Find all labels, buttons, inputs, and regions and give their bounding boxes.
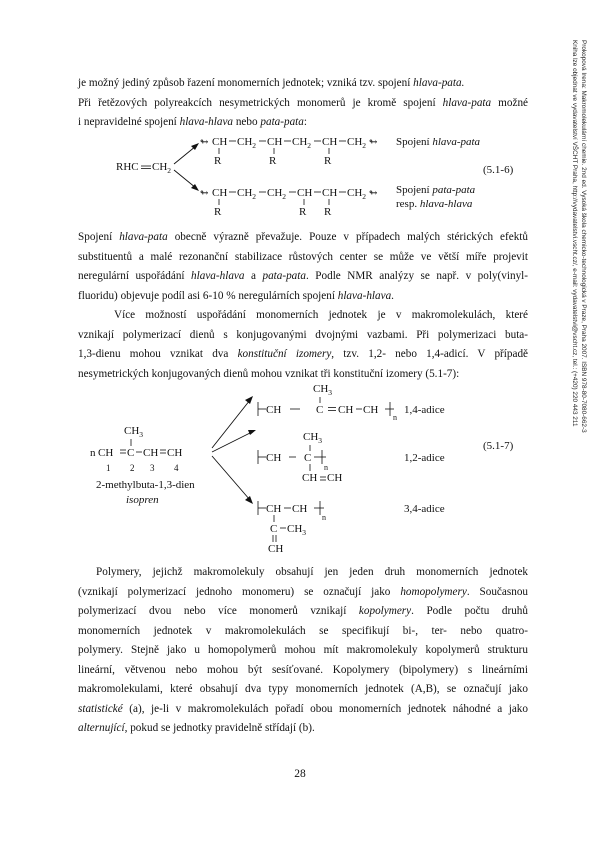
svg-text:CH: CH — [302, 472, 318, 484]
svg-text:C: C — [270, 523, 278, 535]
intro-term: hlava-pata. — [413, 77, 465, 89]
text: obecně výrazně převažuje. Pouze v případech malých stérických efektů — [167, 231, 529, 243]
intro-text: je možný jediný způsob řazení monomerních jednotek; vzniká tzv. spojení — [78, 77, 414, 89]
intro-term: hlava-hlava — [179, 116, 234, 128]
term: statistické — [78, 702, 123, 715]
paragraph-head-tail — [78, 228, 528, 306]
svg-text:isopren: isopren — [126, 494, 159, 506]
svg-text:Spojení pata-pata: Spojení pata-pata — [396, 184, 476, 196]
text: nesymetrických konjugovaných dienů mohou vznikat tři konstituční izomery (5.1-7): — [78, 367, 460, 380]
svg-text:1,2-adice: 1,2-adice — [404, 452, 445, 464]
svg-text:CH2: $CH_2$ — [237, 187, 257, 201]
svg-text:↬: ↬ — [369, 188, 378, 199]
svg-text:CH: CH — [266, 404, 282, 416]
svg-text:CH: CH — [212, 136, 228, 148]
svg-text:(5.1-7): (5.1-7) — [483, 440, 514, 452]
intro-paragraph — [78, 74, 528, 133]
text: vznikají polymerizací dienů s konjugovanými dvojnými vazbami. Při polymerizaci buta- — [78, 328, 528, 341]
svg-text:C: C — [127, 447, 135, 459]
svg-text:2-methylbuta-1,3-dien: 2-methylbuta-1,3-dien — [96, 479, 195, 491]
svg-text:1,4-adice: 1,4-adice — [404, 404, 445, 416]
svg-text:R: R — [324, 155, 332, 167]
svg-text:n: n — [90, 447, 96, 459]
svg-text:R: R — [214, 155, 222, 167]
text: a — [244, 270, 263, 282]
text: substituentů a malé rezonanční stabilizace růstových center se může ve větší míře projevit — [78, 250, 528, 263]
svg-text:CH: CH — [363, 404, 379, 416]
text: (vznikají polymerizací jednoho monomeru) se označují jako — [78, 585, 401, 598]
text: lineární, větvenou nebo mohou být sesíťované. Kopolymery (bipolymery) s lineárními — [78, 663, 528, 676]
term: hlava-pata — [119, 231, 168, 243]
svg-text:R: R — [299, 206, 307, 218]
svg-text:CH: CH — [167, 447, 183, 459]
text: Spojení — [78, 231, 120, 243]
svg-text:2: 2 — [130, 463, 135, 473]
svg-text:CH3: $CH_3$ — [303, 431, 323, 445]
text: monomerních jednotek v makromolekulách se specifikují bi-, ter- nebo quatro- — [78, 624, 528, 637]
citation-line-2: Kniha lze objednat ve vydavatelství VŠCHT Praha, http://vydavatelstvi.vscht.cz/, e-mail: vydavatelstvi@vscht.cz, tel.: (+420) 220 443 211 — [571, 40, 578, 427]
paragraph-copolymers — [78, 563, 528, 739]
text: . Podle NMR analýzy se např. v poly(vinyl- — [305, 270, 529, 282]
svg-text:C: C — [304, 452, 312, 464]
intro-text: nebo — [233, 116, 261, 128]
term: kopolymery — [358, 605, 412, 617]
intro-term: pata-pata — [260, 116, 304, 128]
term: homopolymery — [400, 585, 467, 598]
paragraph-dienes — [78, 306, 528, 384]
svg-text:CH2: $CH_2$ — [152, 161, 172, 175]
svg-text:(5.1-6): (5.1-6) — [483, 164, 514, 176]
svg-text:CH: CH — [143, 447, 159, 459]
citation-sidebar — [560, 40, 588, 600]
svg-text:CH: CH — [292, 503, 308, 515]
svg-text:3,4-adice: 3,4-adice — [404, 503, 445, 515]
svg-text:4: 4 — [174, 463, 179, 473]
page-number: 28 — [294, 768, 306, 780]
intro-text: i nepravidelné spojení — [78, 116, 180, 128]
svg-text:↬: ↬ — [200, 188, 209, 199]
svg-text:CH: CH — [266, 503, 282, 515]
text: , tzv. 1,2- nebo 1,4-adicí. V případě — [331, 348, 529, 360]
svg-text:CH2: $CH_2$ — [267, 187, 287, 201]
svg-text:3: 3 — [150, 463, 155, 473]
svg-text:Spojení hlava-pata: Spojení hlava-pata — [396, 136, 481, 148]
svg-text:CH2: $CH_2$ — [347, 187, 367, 201]
svg-text:CH: CH — [297, 187, 313, 199]
svg-text:CH2: $CH_2$ — [347, 136, 367, 150]
svg-text:CH: CH — [267, 136, 283, 148]
text: (a), je-li v makromolekulách pořadí obou monomerních jednotek náhodné a jako — [122, 702, 528, 715]
svg-text:CH: CH — [266, 452, 282, 464]
term: alternující, — [78, 722, 128, 734]
intro-term: hlava-pata — [442, 96, 492, 109]
svg-text:n: n — [393, 413, 397, 422]
intro-text: : — [303, 116, 307, 128]
citation-line-1: Prokopová Irena: Makromolekulární chemie. 2nd ed. Vysoká škola chemicko-technologická v Praze, Praha 2007. ISBN 978-80-7080-662-3 — [580, 40, 587, 433]
text: polymery. Stejně jako u homopolymerů mohou mít makromolekuly kopolymerů strukturu — [78, 644, 528, 656]
svg-text:CH: CH — [338, 404, 354, 416]
term: konstituční izomery — [237, 348, 332, 360]
intro-text: Při řetězových polyreakcích nesymetrických monomerů je kromě spojení — [78, 96, 443, 109]
text: fluoridu) objevuje podíl asi 6-10 % neregulárních spojení — [78, 289, 338, 302]
svg-text:CH2: $CH_2$ — [292, 136, 312, 150]
text: . Podle počtu druhů — [411, 605, 528, 617]
svg-text:CH: CH — [268, 543, 284, 555]
text: 1,3-dienu mohou vznikat dva — [78, 348, 238, 360]
svg-text:RHC: RHC — [116, 161, 139, 173]
term: pata-pata — [262, 270, 306, 282]
svg-text:CH3: $CH_3$ — [313, 384, 333, 397]
text: . — [391, 289, 394, 302]
svg-text:CH: CH — [322, 187, 338, 199]
svg-text:resp. hlava-hlava: resp. hlava-hlava — [396, 198, 473, 210]
svg-text:R: R — [324, 206, 332, 218]
text: Více možností uspořádání monomerních jednotek je v makromolekulách, které — [114, 309, 528, 321]
text: neregulární uspořádání — [78, 270, 192, 282]
text: pokud se jednotky pravidelně střídají (b). — [127, 722, 315, 734]
term: hlava-hlava — [191, 270, 245, 282]
text: Polymery, jejichž makromolekuly obsahují jen jeden druh monomerních jednotek — [96, 566, 528, 578]
svg-text:C: C — [316, 404, 324, 416]
svg-text:CH: CH — [327, 472, 343, 484]
svg-text:↬: ↬ — [200, 137, 209, 148]
svg-text:CH: CH — [212, 187, 228, 199]
svg-text:1: 1 — [106, 463, 111, 473]
svg-text:↬: ↬ — [369, 137, 378, 148]
equation-5-1-7 — [0, 384, 560, 560]
svg-text:CH3: $CH_3$ — [124, 425, 144, 439]
svg-text:R: R — [214, 206, 222, 218]
svg-text:n: n — [322, 513, 326, 522]
svg-text:R: R — [269, 155, 277, 167]
svg-text:CH: CH — [322, 136, 338, 148]
svg-text:n: n — [324, 463, 328, 472]
text: . Současnou — [466, 585, 529, 598]
term: hlava-hlava — [337, 289, 392, 302]
svg-text:CH2: $CH_2$ — [237, 136, 257, 150]
equation-5-1-6 — [0, 128, 560, 228]
text: polymerizací dvou nebo více monomerů vznikají — [78, 605, 359, 617]
svg-text:CH3: $CH_3$ — [287, 523, 307, 537]
intro-text: možné — [491, 96, 529, 109]
svg-text:CH: CH — [98, 447, 114, 459]
text: makromolekulami, které obsahují dva typy monomerních jednotek (A,B), se označují jako — [78, 683, 528, 695]
